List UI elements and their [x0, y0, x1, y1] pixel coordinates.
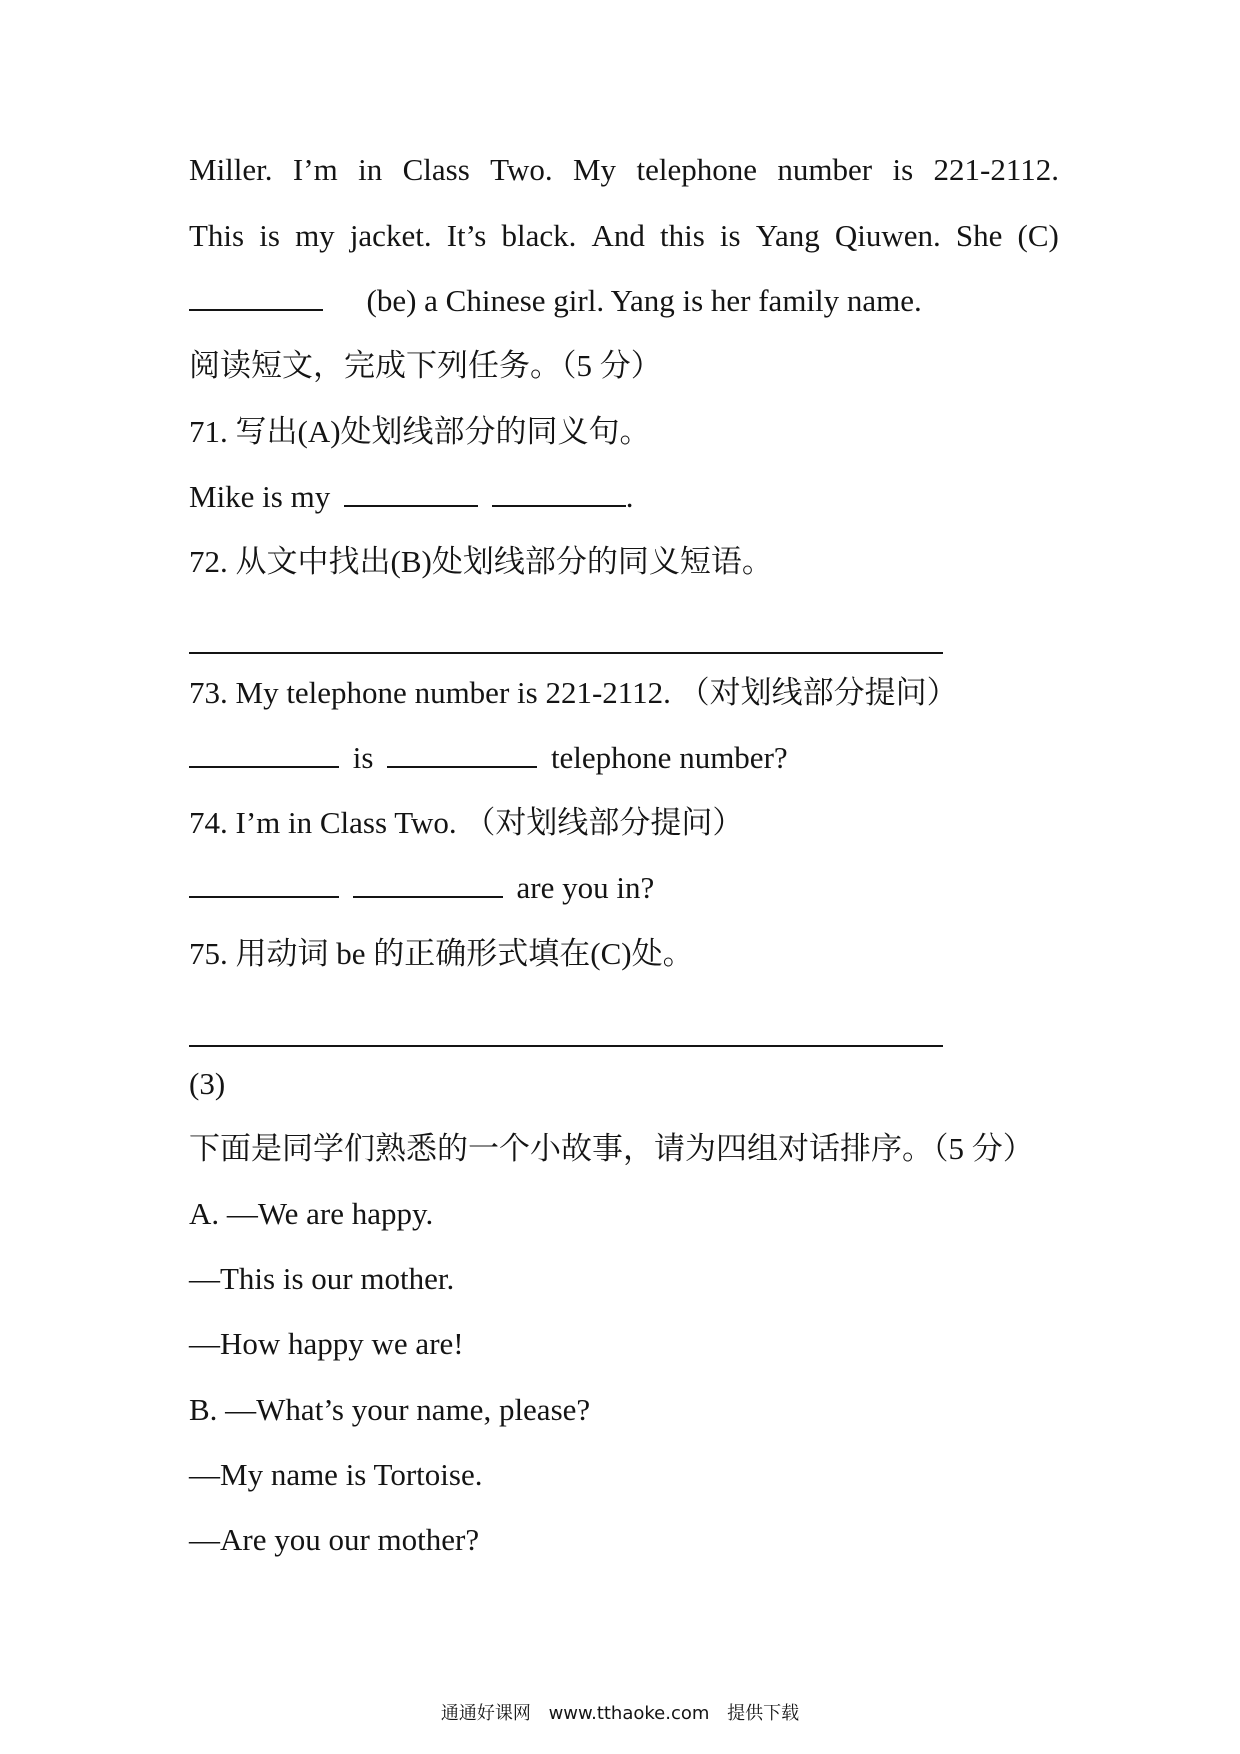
q73-prompt: 73. My telephone number is 221-2112. （对划线部分提问） — [189, 675, 958, 710]
q71-blank-1[interactable] — [344, 479, 478, 507]
section3-label: (3) — [189, 1066, 226, 1101]
q74-prompt: 74. I’m in Class Two. （对划线部分提问） — [189, 805, 744, 840]
footer-url[interactable]: www.tthaoke.com — [548, 1703, 710, 1724]
dialog-a-line-3: —How happy we are! — [189, 1326, 464, 1361]
passage-line-3: (be) a Chinese girl. Yang is her family name. — [189, 281, 922, 321]
q74-blank-2[interactable] — [353, 870, 503, 898]
footer-site: 通通好课网 — [440, 1703, 531, 1724]
footer-note: 提供下载 — [727, 1703, 800, 1724]
q73-blank-2[interactable] — [387, 740, 537, 768]
dialog-b-line-2: —My name is Tortoise. — [189, 1457, 483, 1492]
passage-line-2: This is my jacket. It’s black. And this is Yang Qiuwen. She (C) — [189, 218, 1059, 253]
dialog-a-line-2: —This is our mother. — [189, 1261, 455, 1296]
task-instruction: 阅读短文，完成下列任务。（5 分） — [189, 348, 662, 383]
q75-answer-line[interactable] — [189, 1045, 943, 1047]
q73-answer: is telephone number? — [189, 738, 788, 778]
passage-line-1: Miller. I’m in Class Two. My telephone number is 221-2112. — [189, 152, 1059, 187]
q72-prompt: 72. 从文中找出(B)处划线部分的同义短语。 — [189, 544, 773, 579]
q74-blank-1[interactable] — [189, 870, 339, 898]
section3-instruction: 下面是同学们熟悉的一个小故事，请为四组对话排序。（5 分） — [189, 1131, 1034, 1166]
blank-c[interactable] — [189, 283, 323, 311]
q75-prompt: 75. 用动词 be 的正确形式填在(C)处。 — [189, 936, 694, 971]
q71-blank-2[interactable] — [492, 479, 626, 507]
dialog-b-line-1: B. —What’s your name, please? — [189, 1392, 591, 1427]
q73-blank-1[interactable] — [189, 740, 339, 768]
q74-answer: are you in? — [189, 868, 654, 908]
page-footer — [0, 1699, 1240, 1725]
q71-answer: Mike is my . — [189, 479, 634, 514]
q71-prompt: 71. 写出(A)处划线部分的同义句。 — [189, 414, 651, 449]
dialog-a-line-1: A. —We are happy. — [189, 1196, 434, 1231]
q72-answer-line[interactable] — [189, 652, 943, 654]
dialog-b-line-3: —Are you our mother? — [189, 1522, 480, 1557]
